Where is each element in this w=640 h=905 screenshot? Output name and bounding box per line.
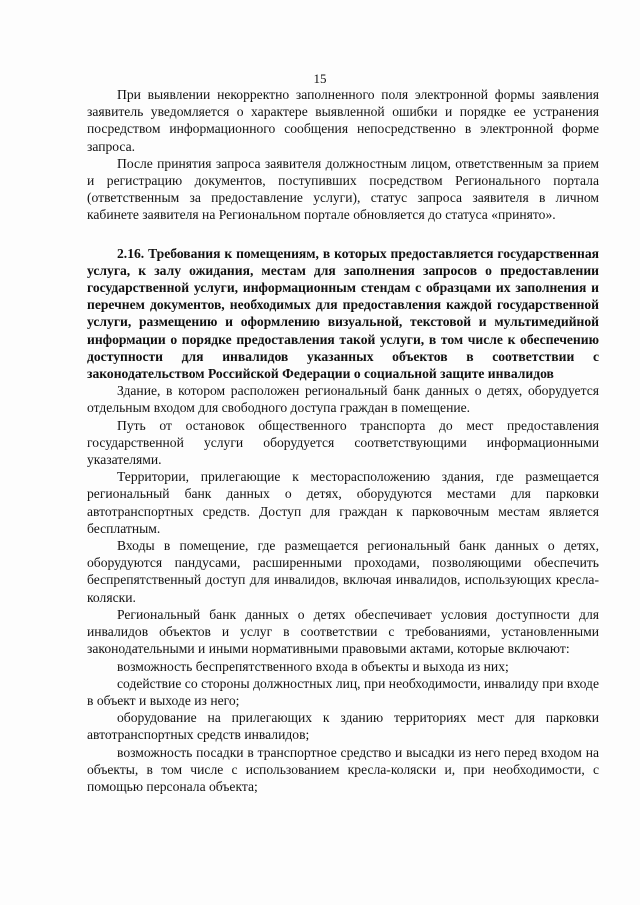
- section-heading: 2.16. Требования к помещениям, в которых предоставляется государственная услуга, к залу ожидания, местам для заполнения запросов о предоставлении государственной услуги, информационным стендам с образцами их заполнения и перечнем документов, необходимых для предоставления каждой государственной услуги, размещению и оформлению визуальной, текстовой и мультимедийной информации о порядке предоставления такой услуги, в том числе к обеспечению доступности для инвалидов указанных объектов в соответствии с законодательством Российской Федерации о социальной защите инвалидов: [87, 245, 599, 382]
- document-body: [87, 86, 599, 795]
- list-item-free-entry: возможность беспрепятственного входа в объекты и выхода из них;: [117, 658, 509, 674]
- paragraph-parking: Территории, прилегающие к месторасположению здания, где размещается региональный банк данных о детях, оборудуются местами для парковки автотранспортных средств. Доступ для граждан к парковочным местам является бесплатным.: [87, 469, 599, 536]
- paragraph-request-status: После принятия запроса заявителя должностным лицом, ответственным за прием и регистрацию документов, поступивших посредством Регионального портала (ответственным за предоставление услуги), статус запроса заявителя в личном кабинете заявителя на Региональном портале обновляется до статуса «принято».: [87, 155, 599, 223]
- paragraph-building-entrance: Здание, в котором расположен региональный банк данных о детях, оборудуется отдельным входом для свободного доступа граждан в помещение.: [87, 383, 599, 416]
- list-item-disabled-parking: оборудование на прилегающих к зданию территориях мест для парковки автотранспортных средств инвалидов;: [87, 710, 599, 743]
- paragraph-accessibility-conditions: Региональный банк данных о детях обеспечивает условия доступности для инвалидов объектов и услуг в соответствии с требованиями, установленными законодательными и иными нормативными правовыми актами, которые включают:: [87, 606, 599, 657]
- paragraph-ramps: Входы в помещение, где размещается региональный банк данных о детях, оборудуются пандусами, расширенными проходами, позволяющими обеспечить беспрепятственный доступ для инвалидов, включая инвалидов, использующих кресла-коляски.: [87, 538, 599, 605]
- paragraph-form-error: При выявлении некорректно заполненного поля электронной формы заявления заявитель уведомляется о характере выявленной ошибки и порядке ее устранения посредством информационного сообщения непосредственно в электронной форме запроса.: [87, 87, 599, 154]
- list-item-vehicle-boarding: возможность посадки в транспортное средство и высадки из него перед входом на объекты, в том числе с использованием кресла-коляски и, при необходимости, с помощью персонала объекта;: [87, 744, 599, 794]
- section-gap: [87, 224, 599, 245]
- list-item-staff-assistance: содействие со стороны должностных лиц, при необходимости, инвалиду при входе в объект и выходе из него;: [87, 675, 599, 708]
- page-number: 15: [313, 71, 327, 86]
- paragraph-transport-route: Путь от остановок общественного транспорта до мест предоставления государственной услуги оборудуется соответствующими информационными указателями.: [87, 417, 599, 468]
